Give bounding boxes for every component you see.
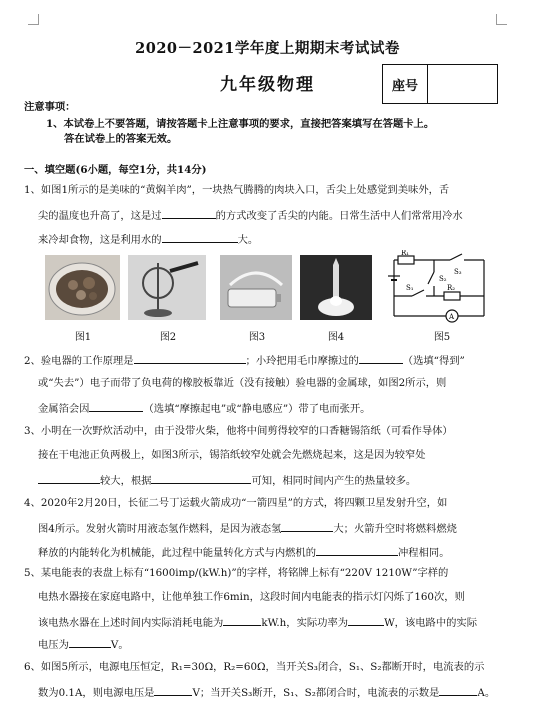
q4-line-2	[38, 520, 457, 536]
figure-5-circuit-diagram	[384, 250, 496, 326]
q1-blank-1	[162, 207, 216, 219]
seat-number-box	[382, 64, 498, 104]
q1-line-1: 1、如图1所示的是美味的“黄焖羊肉”，一块热气腾腾的肉块入口，舌尖上处感觉到美味外，舌	[24, 184, 450, 196]
q4-line-3	[38, 544, 450, 560]
q3-line-1: 3、小明在一次野炊活动中，由于没带火柴，他将中间剪得较窄的口香糖锡箔纸（可看作导体）	[24, 425, 453, 437]
q4-line-3-part-b: 冲程相同。	[398, 547, 450, 559]
figure-2-electroscope-photo	[128, 255, 206, 320]
q1-line-2	[38, 207, 463, 223]
q2-line-2: 或“失去”）电子而带了负电荷的橡胶板靠近（没有接触）验电器的金属球，如图2所示，则	[38, 377, 447, 389]
q2-line-1-part-b: ；小玲把用毛巾摩擦过的	[245, 355, 359, 367]
q3-line-3-part-b: 可知，相同时间内产生的热量较多。	[251, 475, 417, 487]
q1-blank-2	[162, 231, 238, 243]
q2-line-1-part-c: （选填“得到”	[402, 355, 465, 367]
notice-line-1: 1、本试卷上不要答题，请按答题卡上注意事项的要求，直接把答案填写在答题卡上。	[46, 118, 435, 130]
q5-line-3-part-b: kW.h，实际功率为	[261, 617, 349, 629]
q4-blank-1	[281, 520, 333, 532]
q1-line-3	[38, 231, 258, 247]
q5-line-3-part-a: 该电热水器在上述时间内实际消耗电能为	[38, 617, 224, 629]
q3-blank-2	[151, 472, 251, 484]
q6-line-1: 6、如图5所示，电源电压恒定，R₁=30Ω，R₂=60Ω，当开关S₃闭合，S₁、S₂都断开时，电流表的示	[24, 661, 485, 673]
circuit-label-s3: S₃	[454, 268, 462, 276]
q6-blank-1	[154, 684, 192, 696]
section-1-heading: 一、填空题(6小题，每空1分，共14分)	[24, 164, 207, 176]
q5-blank-3	[69, 636, 111, 648]
q4-line-2-part-a: 图4所示。发射火箭时用液态氢作燃料，是因为液态氢	[38, 523, 282, 535]
q5-blank-1	[223, 614, 261, 626]
q6-line-2-part-a: 数为0.1A，则电源电压是	[38, 687, 155, 699]
q3-line-3	[38, 472, 416, 488]
q4-blank-2	[316, 544, 398, 556]
q5-line-4-part-b: V。	[110, 639, 129, 651]
q6-line-2	[38, 684, 495, 700]
figure-2-caption: 图2	[159, 332, 177, 343]
q2-blank-3	[89, 400, 143, 412]
figure-1-lamb-dish-photo	[45, 255, 120, 320]
q1-line-3-part-a: 来冷却食物，这是利用水的	[38, 234, 162, 246]
exam-title: 2020－2021学年度上期期末考试试卷	[135, 40, 400, 57]
q1-line-2-part-a: 尖的温度也升高了，这是过	[38, 210, 162, 222]
q2-blank-2	[359, 352, 403, 364]
seat-number-label: 座号	[383, 65, 428, 103]
q2-line-1	[24, 352, 465, 368]
q1-line-3-part-b: 大。	[237, 234, 259, 246]
circuit-label-r2: R₂	[447, 284, 456, 292]
q3-line-3-part-a: 较大，根据	[100, 475, 152, 487]
q2-line-3	[38, 400, 370, 416]
q5-line-2: 电热水器接在家庭电路中，让他单独工作6min，这段时间内电能表的指示灯闪烁了160次，则	[38, 591, 465, 603]
figure-5-caption: 图5	[433, 332, 451, 343]
circuit-label-s1: S₁	[406, 284, 414, 292]
figure-3-battery-foil-photo	[220, 255, 292, 320]
q3-blank-1	[38, 472, 100, 484]
q4-line-1: 4、2020年2月20日，长征二号丁运载火箭成功“一箭四星”的方式，将四颗卫星发射升空，如	[24, 497, 448, 509]
figure-3-caption: 图3	[248, 332, 266, 343]
figure-4-caption: 图4	[327, 332, 345, 343]
notice-line-2: 答在试卷上的答案无效。	[64, 133, 178, 145]
corner-mark-top-left	[28, 14, 39, 25]
q4-line-3-part-a: 释放的内能转化为机械能，此过程中能量转化方式与内燃机的	[38, 547, 317, 559]
q3-line-2: 接在干电池正负两极上，如图3所示，锡箔纸较窄处就会先燃烧起来，这是因为较窄处	[38, 449, 426, 461]
notice-heading: 注意事项：	[24, 101, 76, 113]
exam-subject: 九年级物理	[220, 75, 315, 95]
q6-blank-2	[439, 684, 477, 696]
circuit-label-r1: R₁	[401, 250, 410, 257]
q6-line-2-part-c: A。	[477, 687, 496, 699]
figure-4-rocket-launch-photo	[300, 255, 372, 320]
q5-line-4-part-a: 电压为	[38, 639, 69, 651]
q5-line-4	[38, 636, 129, 652]
figure-1-caption: 图1	[74, 332, 92, 343]
q5-line-3-part-c: W，该电路中的实际	[384, 617, 478, 629]
circuit-label-s2: S₂	[439, 275, 447, 283]
q2-line-3-part-b: （选填“摩擦起电”或“静电感应”）带了电而张开。	[143, 403, 371, 415]
q5-blank-2	[348, 614, 384, 626]
q6-line-2-part-b: V；当开关S₃断开，S₁、S₂都闭合时，电流表的示数是	[192, 687, 440, 699]
corner-mark-top-right	[496, 14, 507, 25]
circuit-label-ammeter: A	[449, 313, 455, 321]
q1-line-2-part-b: 的方式改变了舌尖的内能。日常生活中人们常常用冷水	[215, 210, 463, 222]
q2-line-1-part-a: 2、验电器的工作原理是	[24, 355, 134, 367]
seat-number-field	[428, 65, 497, 103]
q5-line-3	[38, 614, 477, 630]
q2-line-3-part-a: 金属箔会因	[38, 403, 90, 415]
q4-line-2-part-b: 大；火箭升空时将燃料燃烧	[333, 523, 457, 535]
q5-line-1: 5、某电能表的表盘上标有“1600imp/(kW.h)”的字样，将铭牌上标有“220V 1210W”字样的	[24, 567, 449, 579]
q2-blank-1	[134, 352, 246, 364]
